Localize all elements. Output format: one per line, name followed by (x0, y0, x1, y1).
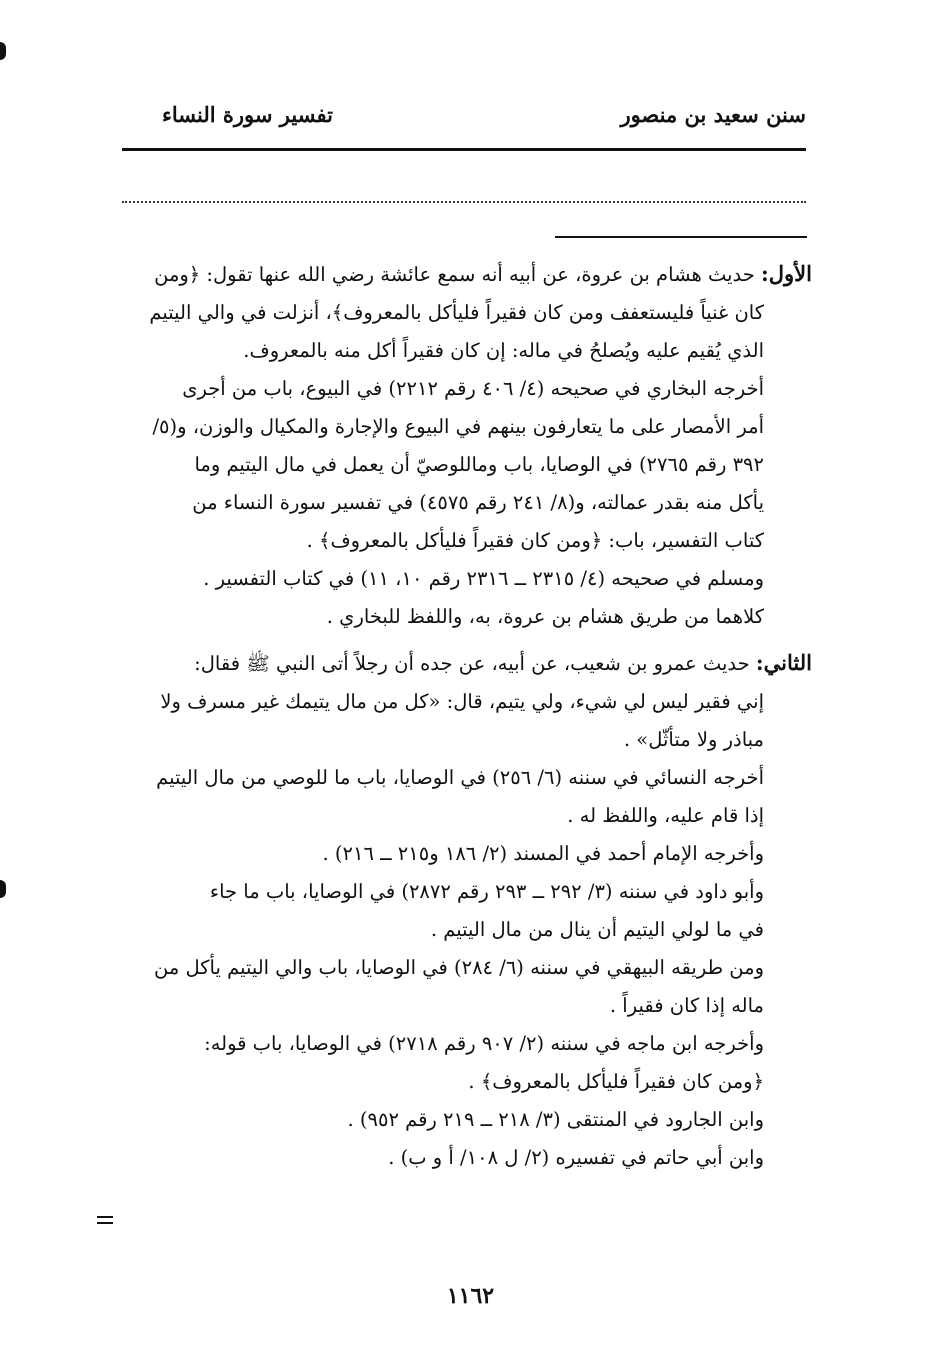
margin-equals-mark (97, 1216, 113, 1226)
entry-line: ومسلم في صحيحه (٤/ ٢٣١٥ ــ ٢٣١٦ رقم ١٠، ١١) في كتاب التفسير . (203, 567, 764, 590)
entry-line: إذا قام عليه، واللفظ له . (567, 804, 764, 827)
entry-line: كتاب التفسير، باب: ﴿ومن كان فقيراً فليأكل بالمعروف﴾ . (306, 529, 764, 552)
dotted-separator (122, 191, 806, 203)
running-header (122, 102, 806, 142)
entry-line: كلاهما من طريق هشام بن عروة، به، واللفظ للبخاري . (326, 605, 764, 628)
book-title: سنن سعيد بن منصور (620, 102, 806, 127)
entry-line: أمر الأمصار على ما يتعارفون بينهم في البيوع والإجارة والمكيال والوزن، و(٥/ (152, 415, 764, 438)
entry-line: وأخرجه ابن ماجه في سننه (٢/ ٩٠٧ رقم ٢٧١٨) في الوصايا، باب قوله: (204, 1032, 764, 1055)
section-title: تفسير سورة النساء (162, 102, 333, 127)
entry-line: إني فقير ليس لي شيء، ولي يتيم، قال: «كل من مال يتيمك غير مسرف ولا (160, 690, 764, 713)
entry-line: ومن طريقه البيهقي في سننه (٦/ ٢٨٤) في الوصايا، باب والي اليتيم يأكل من (153, 956, 764, 979)
entry-line: ٣٩٢ رقم ٢٧٦٥) في الوصايا، باب وماللوصيّ أن يعمل في مال اليتيم وما (194, 453, 764, 476)
entry-line: وابن أبي حاتم في تفسيره (٢/ ل ١٠٨/ أ و ب) . (388, 1146, 764, 1169)
entry-line: يأكل منه بقدر عمالته، و(٨/ ٢٤١ رقم ٤٥٧٥) في تفسير سورة النساء من (192, 491, 764, 514)
entry-first (112, 255, 812, 636)
entry-line: الذي يُقيم عليه ويُصلحُ في ماله: إن كان فقيراً أكل منه بالمعروف. (243, 339, 764, 362)
scan-edge-mark (0, 42, 6, 60)
entry-gap (112, 636, 812, 644)
entry-line: ماله إذا كان فقيراً . (609, 994, 764, 1017)
entry-second (112, 644, 812, 1177)
entry-line: وابن الجارود في المنتقى (٣/ ٢١٨ ــ ٢١٩ رقم ٩٥٢) . (347, 1108, 764, 1131)
header-rule (122, 148, 806, 151)
entry-line (112, 644, 812, 683)
scan-edge-mark (0, 880, 6, 898)
footnote-rule (555, 236, 807, 238)
footnotes-body (112, 255, 812, 1177)
entry-line: مباذر ولا متأثّل» . (623, 728, 764, 751)
entry-line: كان غنياً فليستعفف ومن كان فقيراً فليأكل بالمعروف﴾، أنزلت في والي اليتيم (149, 301, 764, 324)
entry-text: حديث عمرو بن شعيب، عن أبيه، عن جده أن رجلاً أتى النبي ﷺ فقال: (194, 652, 750, 675)
page-number: ١١٦٢ (446, 1283, 495, 1309)
entry-text: حديث هشام بن عروة، عن أبيه أنه سمع عائشة رضي الله عنها تقول: ﴿ومن (154, 263, 755, 286)
entry-line: في ما لولي اليتيم أن ينال من مال اليتيم . (430, 918, 764, 941)
entry-line (112, 255, 812, 294)
entry-label: الثاني: (755, 650, 812, 675)
entry-label: الأول: (761, 261, 812, 286)
entry-line: أخرجه البخاري في صحيحه (٤/ ٤٠٦ رقم ٢٢١٢) في البيوع، باب من أجرى (182, 377, 764, 400)
entry-line: وأبو داود في سننه (٣/ ٢٩٢ ــ ٢٩٣ رقم ٢٨٧٢) في الوصايا، باب ما جاء (209, 880, 764, 903)
entry-line: وأخرجه الإمام أحمد في المسند (٢/ ١٨٦ و٢١٥ ــ ٢١٦) . (322, 842, 764, 865)
entry-line: ﴿ومن كان فقيراً فليأكل بالمعروف﴾ . (468, 1070, 764, 1093)
entry-line: أخرجه النسائي في سننه (٦/ ٢٥٦) في الوصايا، باب ما للوصي من مال اليتيم (156, 766, 764, 789)
